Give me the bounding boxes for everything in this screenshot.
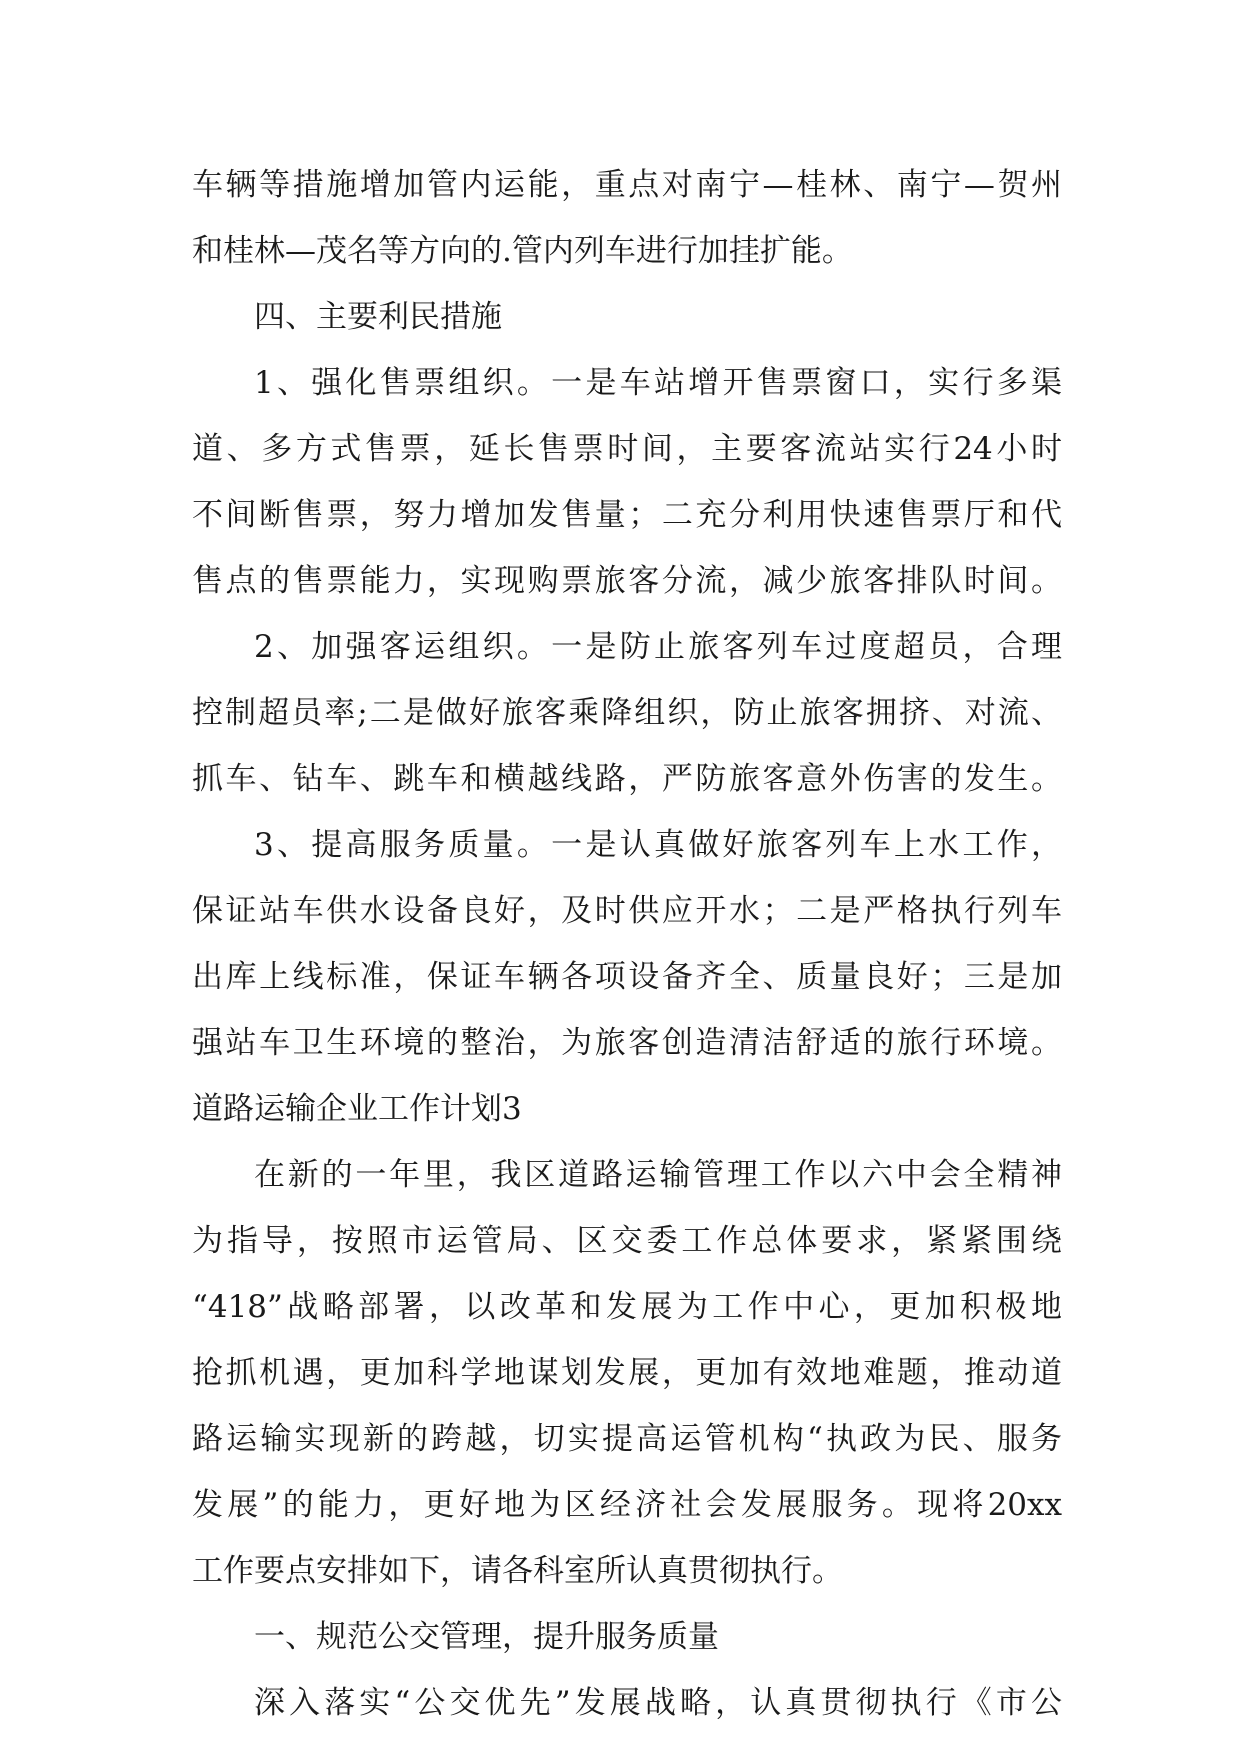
text-line: 售点的售票能力，实现购票旅客分流，减少旅客排队时间。	[192, 563, 1062, 599]
text-line: 道、多方式售票，延长售票时间，主要客流站实行24小时	[192, 431, 1062, 467]
text-line: 抢抓机遇，更加科学地谋划发展，更加有效地难题，推动道	[192, 1355, 1062, 1391]
text-line: 工作要点安排如下，请各科室所认真贯彻执行。	[192, 1553, 843, 1589]
text-line: 控制超员率;二是做好旅客乘降组织，防止旅客拥挤、对流、	[192, 695, 1062, 731]
document-body	[192, 152, 1062, 1736]
text-line: 1、强化售票组织。一是车站增开售票窗口，实行多渠	[254, 365, 1062, 401]
text-line: 强站车卫生环境的整治，为旅客创造清洁舒适的旅行环境。	[192, 1025, 1062, 1061]
text-line: 发展”的能力，更好地为区经济社会发展服务。现将20xx	[192, 1487, 1062, 1523]
text-line: 不间断售票，努力增加发售量；二充分利用快速售票厅和代	[192, 497, 1062, 533]
text-line: “418”战略部署，以改革和发展为工作中心，更加积极地	[192, 1289, 1062, 1325]
text-line: 路运输实现新的跨越，切实提高运管机构“执政为民、服务	[192, 1421, 1062, 1457]
text-line: 深入落实“公交优先”发展战略，认真贯彻执行《市公	[254, 1685, 1062, 1721]
text-line: 3、提高服务质量。一是认真做好旅客列车上水工作，	[254, 827, 1062, 863]
text-line: 道路运输企业工作计划3	[192, 1091, 522, 1127]
text-line: 2、加强客运组织。一是防止旅客列车过度超员，合理	[254, 629, 1062, 665]
text-line: 为指导，按照市运管局、区交委工作总体要求，紧紧围绕	[192, 1223, 1062, 1259]
text-line: 保证站车供水设备良好，及时供应开水；二是严格执行列车	[192, 893, 1062, 929]
text-line: 四、主要利民措施	[254, 299, 502, 335]
text-line: 抓车、钻车、跳车和横越线路，严防旅客意外伤害的发生。	[192, 761, 1062, 797]
text-line: 在新的一年里，我区道路运输管理工作以六中会全精神	[254, 1157, 1062, 1193]
text-line: 车辆等措施增加管内运能，重点对南宁—桂林、南宁—贺州	[192, 167, 1062, 203]
text-line: 一、规范公交管理，提升服务质量	[254, 1619, 719, 1655]
text-line: 和桂林—茂名等方向的.管内列车进行加挂扩能。	[192, 233, 853, 269]
text-line: 出库上线标准，保证车辆各项设备齐全、质量良好；三是加	[192, 959, 1062, 995]
